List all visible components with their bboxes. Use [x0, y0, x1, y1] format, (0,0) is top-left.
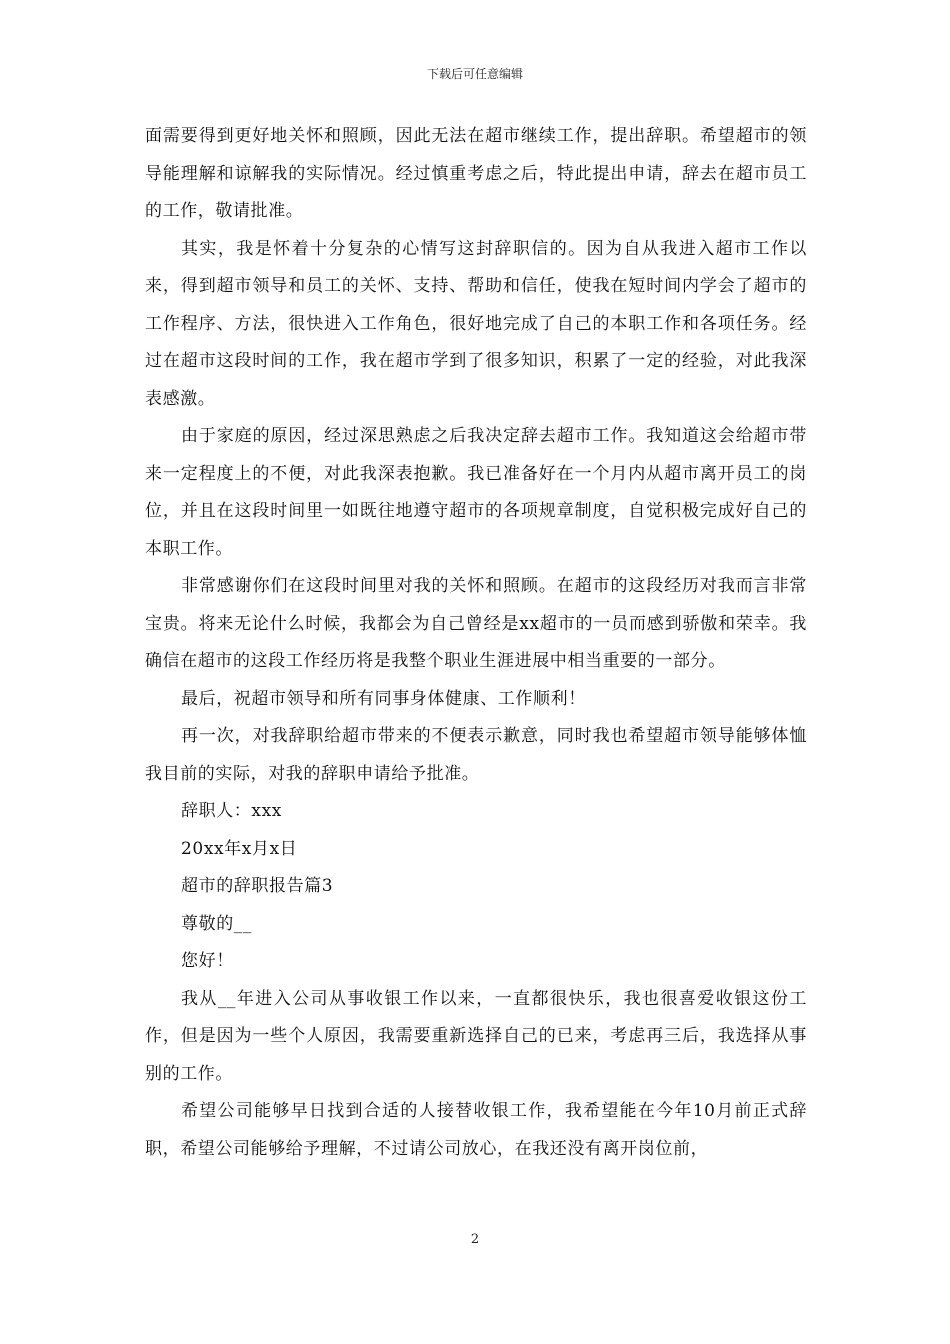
- page-header-note: 下载后可任意编辑: [426, 67, 523, 81]
- paragraph-wishes: 最后，祝超市领导和所有同事身体健康、工作顺利！: [181, 688, 586, 709]
- document-body: [145, 118, 807, 1168]
- paragraph-continuation: 面需要得到更好地关怀和照顾，因此无法在超市继续工作，提出辞职。希望超市的领导能理解和谅解我的实际情况。经过慎重考虑之后，特此提出申请，辞去在超市员工的工作，敬请批准。: [145, 126, 807, 221]
- paragraph-gratitude: 其实，我是怀着十分复杂的心情写这封辞职信的。因为自从我进入超市工作以来，得到超市领导和员工的关怀、支持、帮助和信任，使我在短时间内学会了超市的工作程序、方法，很快进入工作角色，很好地完成了自己的本职工作和各项任务。经过在超市这段时间的工作，我在超市学到了很多知识，积累了一定的经验，对此我深表感激。: [145, 238, 807, 409]
- paragraph-request: 希望公司能够早日找到合适的人接替收银工作，我希望能在今年10月前正式辞职，希望公司能够给予理解，不过请公司放心，在我还没有离开岗位前，: [145, 1101, 807, 1159]
- paragraph-background: 我从__年进入公司从事收银工作以来，一直都很快乐，我也很喜爱收银这份工作，但是因为一些个人原因，我需要重新选择自己的已来，考虑再三后，我选择从事别的工作。: [145, 988, 807, 1084]
- greeting: 您好！: [181, 951, 234, 971]
- page-number: 2: [470, 1232, 480, 1247]
- paragraph-reason: 由于家庭的原因，经过深思熟虑之后我决定辞去超市工作。我知道这会给超市带来一定程度上的不便，对此我深表抱歉。我已准备好在一个月内从超市离开员工的岗位，并且在这段时间里一如既往地遵守超市的各项规章制度，自觉积极完成好自己的本职工作。: [145, 426, 807, 559]
- paragraph-apology: 再一次，对我辞职给超市带来的不便表示歉意，同时我也希望超市领导能够体恤我目前的实际，对我的辞职申请给予批准。: [145, 726, 807, 784]
- section-title: 超市的辞职报告篇3: [181, 876, 334, 896]
- letter-date: 20xx年x月x日: [181, 838, 298, 859]
- paragraph-thanks: 非常感谢你们在这段时间里对我的关怀和照顾。在超市的这段经历对我而言非常宝贵。将来无论什么时候，我都会为自己曾经是xx超市的一员而感到骄傲和荣幸。我确信在超市的这段工作经历将是我整个职业生涯进展中相当重要的一部分。: [145, 576, 807, 671]
- resigner-signature: 辞职人：xxx: [181, 801, 282, 821]
- salutation: 尊敬的__: [181, 913, 252, 934]
